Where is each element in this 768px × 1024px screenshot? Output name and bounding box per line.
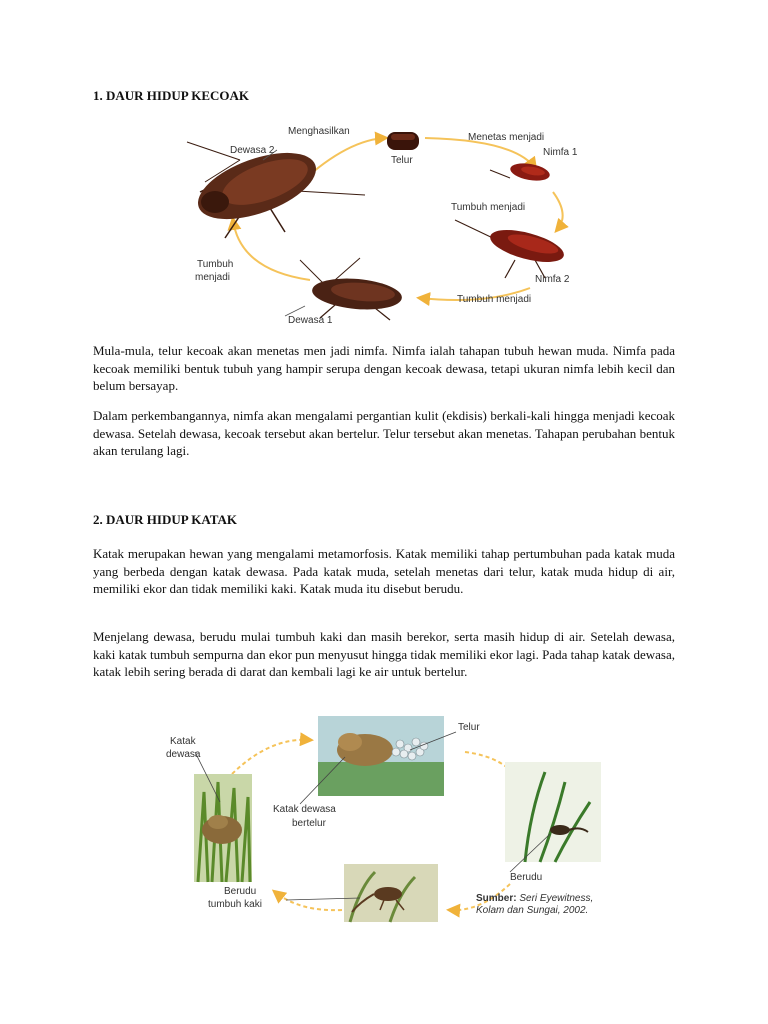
label-menghasilkan: Menghasilkan (288, 126, 350, 137)
section-1-paragraph-1: Mula-mula, telur kecoak akan menetas men jadi nimfa. Nimfa ialah tahapan tubuh hewan muda. Nimfa pada kecoak memiliki bentuk tubuh yang hampir serupa dengan kecoak dewasa, tetapi ukuran nimfa lebih kecil dan belum bersayap. (93, 343, 675, 393)
cycle-arrow (233, 220, 310, 280)
label-berudu: Berudu (510, 872, 543, 883)
section-1-heading: 1. DAUR HIDUP KECOAK (93, 88, 250, 103)
label-berudu-kaki-1: Berudu (224, 886, 257, 897)
label-tumbuh-left-1: Tumbuh (197, 259, 234, 270)
source-caption-line-1: Seri Eyewitness, (516, 893, 594, 904)
label-telur: Telur (458, 722, 480, 733)
label-katak-dewasa-1: Katak (170, 736, 196, 747)
cockroach-egg (387, 132, 419, 150)
tadpole-with-legs-photo (344, 864, 438, 922)
cockroach-nymph-1 (490, 161, 551, 184)
cycle-arrow (275, 892, 342, 910)
source-caption (476, 893, 593, 904)
tadpole-photo (505, 762, 601, 862)
section-1-paragraph-2: Dalam perkembangannya, nimfa akan mengalami pergantian kulit (ekdisis) berkali-kali hingga menjadi kecoak dewasa. Setelah dewasa, kecoak tersebut akan bertelur. Telur tersebut akan menetas. Tahapan perubahan bentuk akan terulang lagi. (93, 408, 675, 458)
label-dewasa-1: Dewasa 1 (288, 315, 333, 326)
label-tumbuh-menjadi-bottom: Tumbuh menjadi (457, 294, 532, 305)
adult-frog-photo (194, 774, 252, 882)
source-caption-line-2: Kolam dan Sungai, 2002. (476, 905, 589, 916)
frog-life-cycle-figure (160, 712, 620, 927)
label-bertelur-2: bertelur (292, 818, 326, 829)
label-telur: Telur (391, 155, 413, 166)
cockroach-nymph-2 (455, 220, 567, 278)
cockroach-adult-1 (300, 258, 403, 320)
section-2-paragraph-2: Menjelang dewasa, berudu mulai tumbuh kaki dan masih berekor, serta masih hidup di air. Setelah dewasa, kaki katak tumbuh sempurna dan ekor pun menyusut hingga tidak memiliki ekor lagi. Pada tahap katak dewasa, katak lebih sering berada di darat dan kembali lagi ke air untuk bertelur. (93, 629, 675, 679)
section-2-paragraph-1: Katak merupakan hewan yang mengalami metamorfosis. Katak memiliki tahap pertumbuhan pada katak muda yang berbeda dengan katak dewasa. Pada katak muda, setelah menetas dari telur, katak muda hidup di air, memiliki ekor dan tidak memiliki kaki. Katak muda itu disebut berudu. (93, 546, 675, 596)
label-katak-dewasa-2: dewasa (166, 749, 201, 760)
label-dewasa-2: Dewasa 2 (230, 145, 275, 156)
cycle-arrow (232, 740, 310, 774)
label-bertelur-1: Katak dewasa (273, 804, 336, 815)
label-berudu-kaki-2: tumbuh kaki (208, 899, 262, 910)
frog-laying-eggs-photo (318, 716, 444, 796)
label-menetas-menjadi: Menetas menjadi (468, 132, 545, 143)
label-tumbuh-menjadi-right: Tumbuh menjadi (451, 202, 526, 213)
section-2-heading: 2. DAUR HIDUP KATAK (93, 512, 237, 527)
source-caption-bold: Sumber: (476, 893, 517, 904)
label-nimfa-1: Nimfa 1 (543, 147, 578, 158)
label-tumbuh-left-2: menjadi (195, 272, 231, 283)
cockroach-life-cycle-figure (185, 120, 580, 330)
label-nimfa-2: Nimfa 2 (535, 274, 570, 285)
cycle-arrow (553, 192, 563, 230)
